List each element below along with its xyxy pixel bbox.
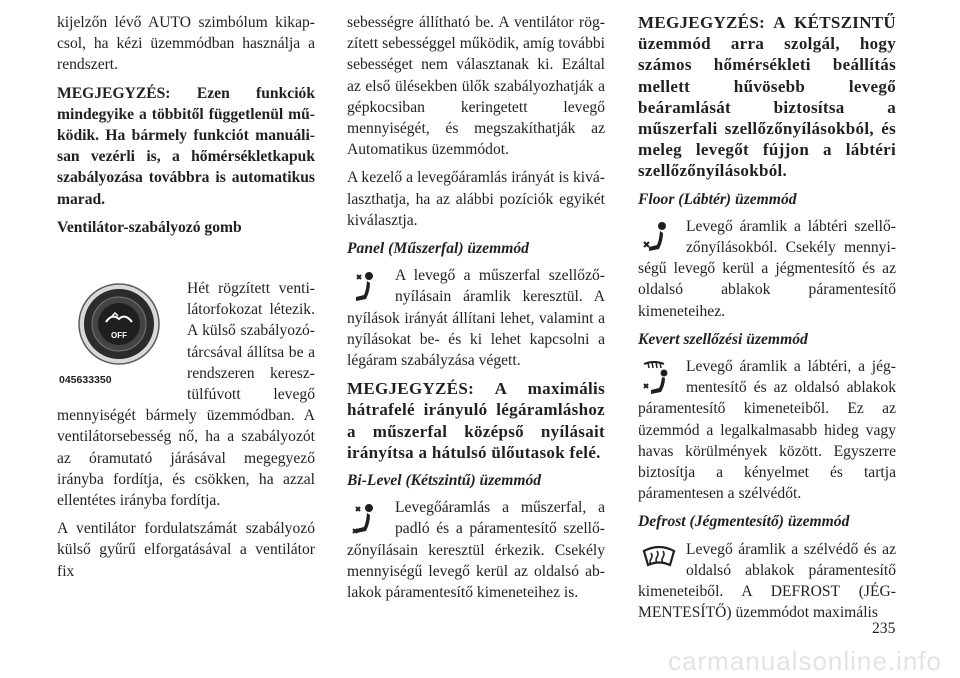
note-paragraph: MEGJEGYZÉS: A KÉTSZINTŰ üzemmód arra szolgál, hogy számos hőmérsékleti beállítás mellett hűvösebb levegő beáramlását biztosítsa a műszerfali szellőzőnyílásokból, és meleg levegőt fújjon a lábtéri szellőzőnyílásokból. <box>638 13 896 181</box>
column-1 <box>57 12 315 582</box>
page-number: 235 <box>872 620 896 637</box>
paragraph: kijelzőn lévő AUTO szimbólum kikapcsol, ha kézi üzemmódban használja a rendszert. <box>57 14 315 74</box>
knob-off-label: OFF <box>111 331 127 341</box>
mode-heading-mix: Kevert szellőzési üzemmód <box>638 330 808 348</box>
fan-control-knob-image <box>57 278 177 370</box>
mode-heading-bilevel: Bi-Level (Kétszintű) üzemmód <box>347 472 542 490</box>
figure-id: 045633350 <box>59 374 112 387</box>
paragraph: Hét rögzített ventilátorfokozat létezik. A külső szabályozótárcsával állítsa be a rendszeren keresztülfúvott levegő mennyiségét bármely üzemmódban. A ventilátorsebesség nő, ha a szabályozót az óramutató járásával megegyező irányba fordítja, és csökken, ha azzal ellentétes irányba fordítja. <box>57 280 315 510</box>
note-paragraph: MEGJEGYZÉS: Ezen funkciók mindegyike a többitől függetlenül működik. Ha bármely funkciót manuálisan vezérli is, a hőmérsékletkapuk szabályozása továbbra is automatikus marad. <box>57 84 315 208</box>
column-3 <box>638 12 896 623</box>
paragraph: Levegő áramlik a lábtéri szellőzőnyílásokból. Csekély mennyiségű levegő kerül a jégmentesítő és az oldalsó ablakok páramentesítő kimeneteihez. <box>638 217 896 320</box>
paragraph: A levegő a műszerfal szellőzőnyílásain áramlik keresztül. A nyílások irányát állítani lehet, valamint a nyílásokat be- és ki lehet kapcsolni a légáram szabályzása végett. <box>347 267 605 370</box>
paragraph: A ventilátor fordulatszámát szabályozó külső gyűrű elforgatásával a ventilátor fix <box>57 520 315 580</box>
paragraph: Levegőáramlás a műszerfal, a padló és a páramentesítő szellőzőnyílásain keresztül érkezik. Csekély mennyiségű levegő kerül az oldalsó ablakok páramentesítő kimeneteihez is. <box>347 499 605 602</box>
note-paragraph: MEGJEGYZÉS: A maximális hátrafelé irányuló légáramláshoz a műszerfal középső nyílásait irányítsa a hátulsó ülőutasok felé. <box>347 379 605 462</box>
paragraph: A kezelő a levegőáramlás irányát is kiválaszthatja, ha az alábbi pozíciók egyikét kiválasztja. <box>347 169 605 229</box>
floor-mode-icon <box>638 218 680 256</box>
panel-mode-icon <box>347 267 389 305</box>
bilevel-mode-icon <box>347 499 389 537</box>
defrost-mode-icon <box>638 541 680 579</box>
mode-heading-defrost: Defrost (Jégmentesítő) üzemmód <box>638 513 850 531</box>
mode-heading-floor: Floor (Lábtér) üzemmód <box>638 190 797 208</box>
fan-knob-figure <box>57 278 179 390</box>
mix-mode-icon <box>638 358 680 396</box>
mode-heading-panel: Panel (Műszerfal) üzemmód <box>347 240 529 258</box>
watermark: carmanualsonline.info <box>668 646 942 676</box>
paragraph: sebességre állítható be. A ventilátor rögzített sebességgel működik, amíg további sebességet nem választanak ki. Ezáltal az első ülésekben ülők szabályozhatják a gépkocsiban keringetett levegő mennyiségét, és megszakíthatják az Automatikus üzemmódot. <box>347 14 605 159</box>
paragraph: Levegő áramlik a szélvédő és az oldalsó ablakok páramentesítő kimeneteiből. A DEFROST (JÉGMENTESÍTŐ) üzemmódot maximális <box>638 540 896 622</box>
paragraph: Levegő áramlik a lábtéri, a jégmentesítő és az oldalsó ablakok páramentesítő kimeneteiből. Ez az üzemmód a legalkalmasabb hideg vagy havas körülmények között. Egyszerre biztosítja a kényelmet és tartja páramentesen a szélvédőt. <box>638 358 896 503</box>
column-2 <box>347 12 605 603</box>
section-heading: Ventilátor-szabályozó gomb <box>57 218 242 236</box>
